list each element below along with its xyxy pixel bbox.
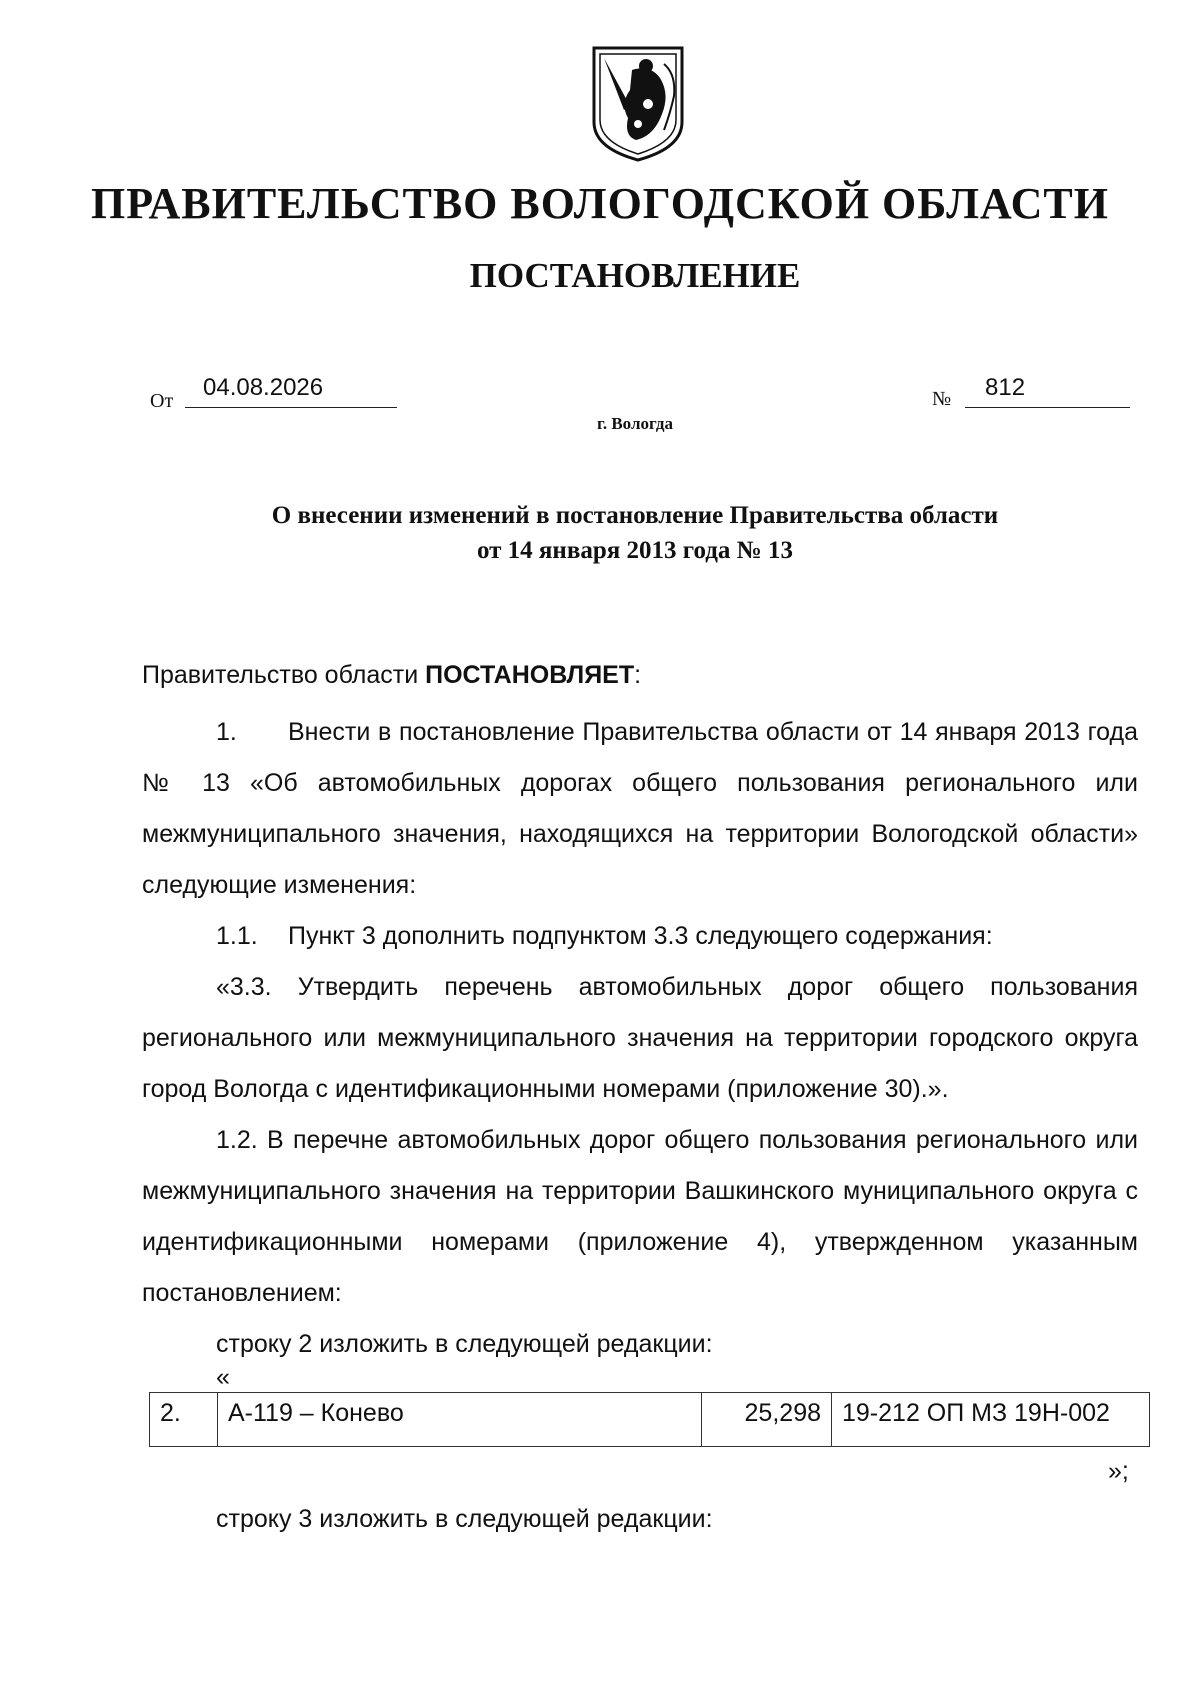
table-cell-road-name: А-119 – Конево <box>218 1393 702 1447</box>
document-type: ПОСТАНОВЛЕНИЕ <box>469 256 801 295</box>
document-subject <box>160 498 1110 568</box>
document-number: 812 <box>965 374 1130 408</box>
paragraph-1-1-number: 1.1. <box>216 922 258 950</box>
document-body <box>142 650 1138 1370</box>
close-quote: »; <box>1108 1457 1129 1485</box>
paragraph-1-1 <box>142 911 1138 962</box>
row-2-intro: строку 2 изложить в следующей редакции: <box>216 1330 713 1358</box>
number-label: № <box>932 388 952 410</box>
document-date: 04.08.2026 <box>185 374 397 408</box>
preamble-colon: : <box>634 661 642 689</box>
preamble-text: Правительство области <box>142 661 426 689</box>
paragraph-1 <box>142 707 1138 911</box>
preamble <box>142 650 1138 701</box>
row-3-intro: строку 3 изложить в следующей редакции: <box>216 1505 713 1533</box>
paragraph-1-2: 1.2. В перечне автомобильных дорог общего пользования регионального или межмуниципального значения на территории Вашкинского муниципального округа с идентификационными номерами (приложение 4), утвержденном указанным постановлением: <box>142 1126 1138 1307</box>
preamble-keyword: ПОСТАНОВЛЯЕТ <box>425 661 635 689</box>
paragraph-1-text: Внести в постановление Правительства области от 14 января 2013 года № 13 «Об автомобильных дорогах общего пользования регионального или межмуниципального значения, находящихся на территории Вологодской области» следующие изменения: <box>142 718 1138 899</box>
subject-line-1: О внесении изменений в постановление Правительства области <box>271 502 999 529</box>
road-table <box>149 1392 1150 1447</box>
paragraph-3-3: «3.3. Утвердить перечень автомобильных дорог общего пользования регионального или межмуниципального значения на территории городского округа город Вологда с идентификационными номерами (приложение 30).». <box>142 973 1138 1103</box>
government-title: ПРАВИТЕЛЬСТВО ВОЛОГОДСКОЙ ОБЛАСТИ <box>91 179 1109 228</box>
subject-line-2: от 14 января 2013 года № 13 <box>476 537 794 564</box>
city-name: г. Вологда <box>597 414 673 433</box>
coat-of-arms-icon <box>590 44 686 162</box>
open-quote: « <box>216 1363 230 1391</box>
table-cell-number: 2. <box>150 1393 218 1447</box>
paragraph-1-1-text: Пункт 3 дополнить подпунктом 3.3 следующего содержания: <box>288 922 993 950</box>
table-cell-id: 19-212 ОП МЗ 19Н-002 <box>832 1393 1150 1447</box>
table-cell-length: 25,298 <box>702 1393 832 1447</box>
table-row <box>150 1393 1150 1447</box>
date-label: От <box>150 390 174 412</box>
paragraph-1-number: 1. <box>216 718 237 746</box>
